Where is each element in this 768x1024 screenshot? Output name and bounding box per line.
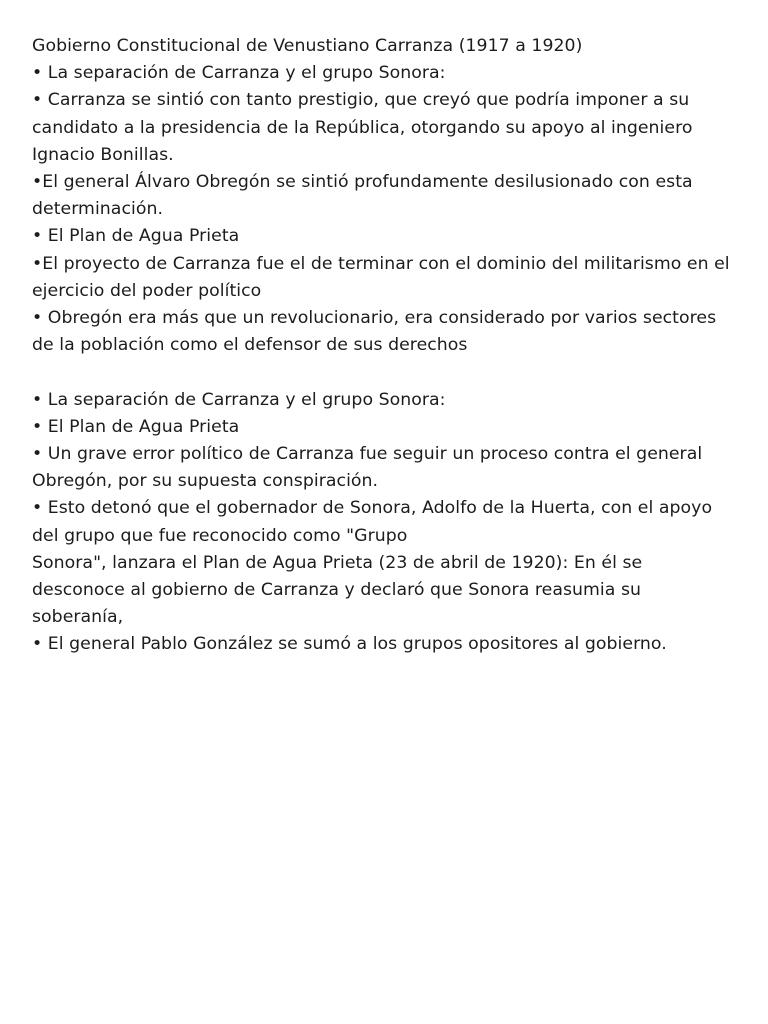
list-item: Sonora", lanzara el Plan de Agua Prieta (23 de abril de 1920): En él se desconoce al gobierno de Carranza y declaró que Sonora reasumia su soberanía, [32,552,648,628]
list-item: • Un grave error político de Carranza fue seguir un proceso contra el general Obregón, por su supuesta conspiración. [32,444,708,492]
list-item: •El proyecto de Carranza fue el de terminar con el dominio del militarismo en el ejercicio del poder político [32,253,736,301]
document-title: Gobierno Constitucional de Venustiano Carranza (1917 a 1920) [32,36,583,56]
list-item: • El Plan de Agua Prieta [32,226,240,247]
list-item: • La separación de Carranza y el grupo Sonora: [32,63,446,84]
section-spacer [32,359,732,386]
list-item: • El general Pablo González se sumó a los grupos opositores al gobierno. [32,634,667,655]
list-item: • La separación de Carranza y el grupo Sonora: [32,389,446,410]
list-item: • Obregón era más que un revolucionario, era considerado por varios sectores de la población como el defensor de sus derechos [32,308,722,356]
document-page [32,33,736,659]
list-item: • Esto detonó que el gobernador de Sonora, Adolfo de la Huerta, con el apoyo del grupo que fue reconocido como "Grupo [32,498,718,546]
list-item: • Carranza se sintió con tanto prestigio, que creyó que podría imponer a su candidato a la presidencia de la República, otorgando su apoyo al ingeniero Ignacio Bonillas. [32,90,699,165]
list-item: • El Plan de Agua Prieta [32,416,240,437]
list-item: •El general Álvaro Obregón se sintió profundamente desilusionado con esta determinación. [32,172,699,220]
